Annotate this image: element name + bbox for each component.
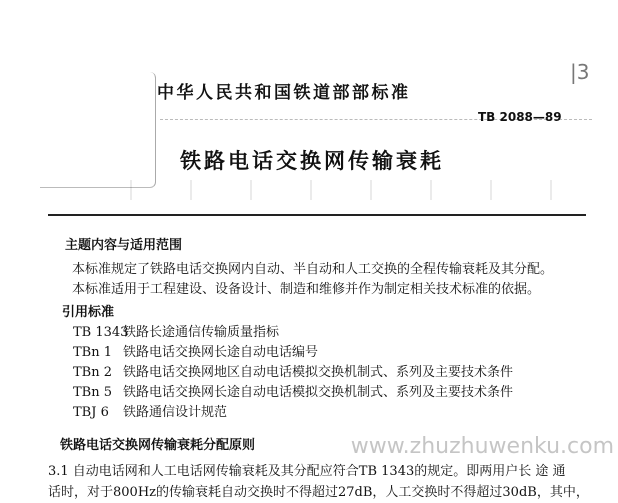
ref-title: 铁路长途通信传输质量指标 — [123, 325, 280, 340]
scope-line: 本标准适用于工程建设、设备设计、制造和维修并作为制定相关技术标准的依据。 — [72, 282, 541, 297]
refs-heading: 引用标准 — [62, 305, 115, 320]
standard-code: TB 2088—89 — [478, 110, 562, 124]
ref-code: TBJ 6 — [73, 405, 109, 420]
watermark: www.zhuzhuwenku.com — [350, 434, 614, 459]
scope-heading: 主题内容与适用范围 — [65, 238, 183, 253]
ref-item — [73, 341, 318, 360]
corner-mark: |3 — [570, 60, 590, 84]
ref-title: 铁路通信设计规范 — [123, 405, 228, 420]
ref-code: TBn 1 — [73, 345, 112, 360]
principle-line: 话时，对于800Hz的传输衰耗自动交换时不得超过27dB，人工交换时不得超过30dB，其中， — [48, 485, 589, 500]
document-title: 铁路电话交换网传输衰耗 — [180, 149, 444, 173]
ref-item — [73, 401, 227, 420]
ref-item — [73, 361, 513, 380]
scan-noise — [100, 180, 580, 200]
scan-frame — [40, 72, 156, 188]
principle-line: 3.1 自动电话网和人工电话网传输衰耗及其分配应符合TB 1343的规定。即两用户长 途 通 — [48, 464, 566, 479]
title-rule — [48, 214, 586, 216]
ref-code: TBn 5 — [73, 385, 112, 400]
ref-item — [73, 321, 279, 340]
ref-title: 铁路电话交换网长途自动电话模拟交换机制式、系列及主要技术条件 — [123, 385, 514, 400]
ref-title: 铁路电话交换网长途自动电话编号 — [123, 345, 319, 360]
ref-code: TB 1343 — [73, 325, 129, 340]
ref-item — [73, 381, 513, 400]
issuer-heading: 中华人民共和国铁道部部标准 — [157, 83, 411, 103]
scope-line: 本标准规定了铁路电话交换网内自动、半自动和人工交换的全程传输衰耗及其分配。 — [72, 262, 554, 277]
ref-title: 铁路电话交换网地区自动电话模拟交换机制式、系列及主要技术条件 — [123, 365, 514, 380]
principle-heading: 铁路电话交换网传输衰耗分配原则 — [60, 438, 256, 453]
ref-code: TBn 2 — [73, 365, 112, 380]
